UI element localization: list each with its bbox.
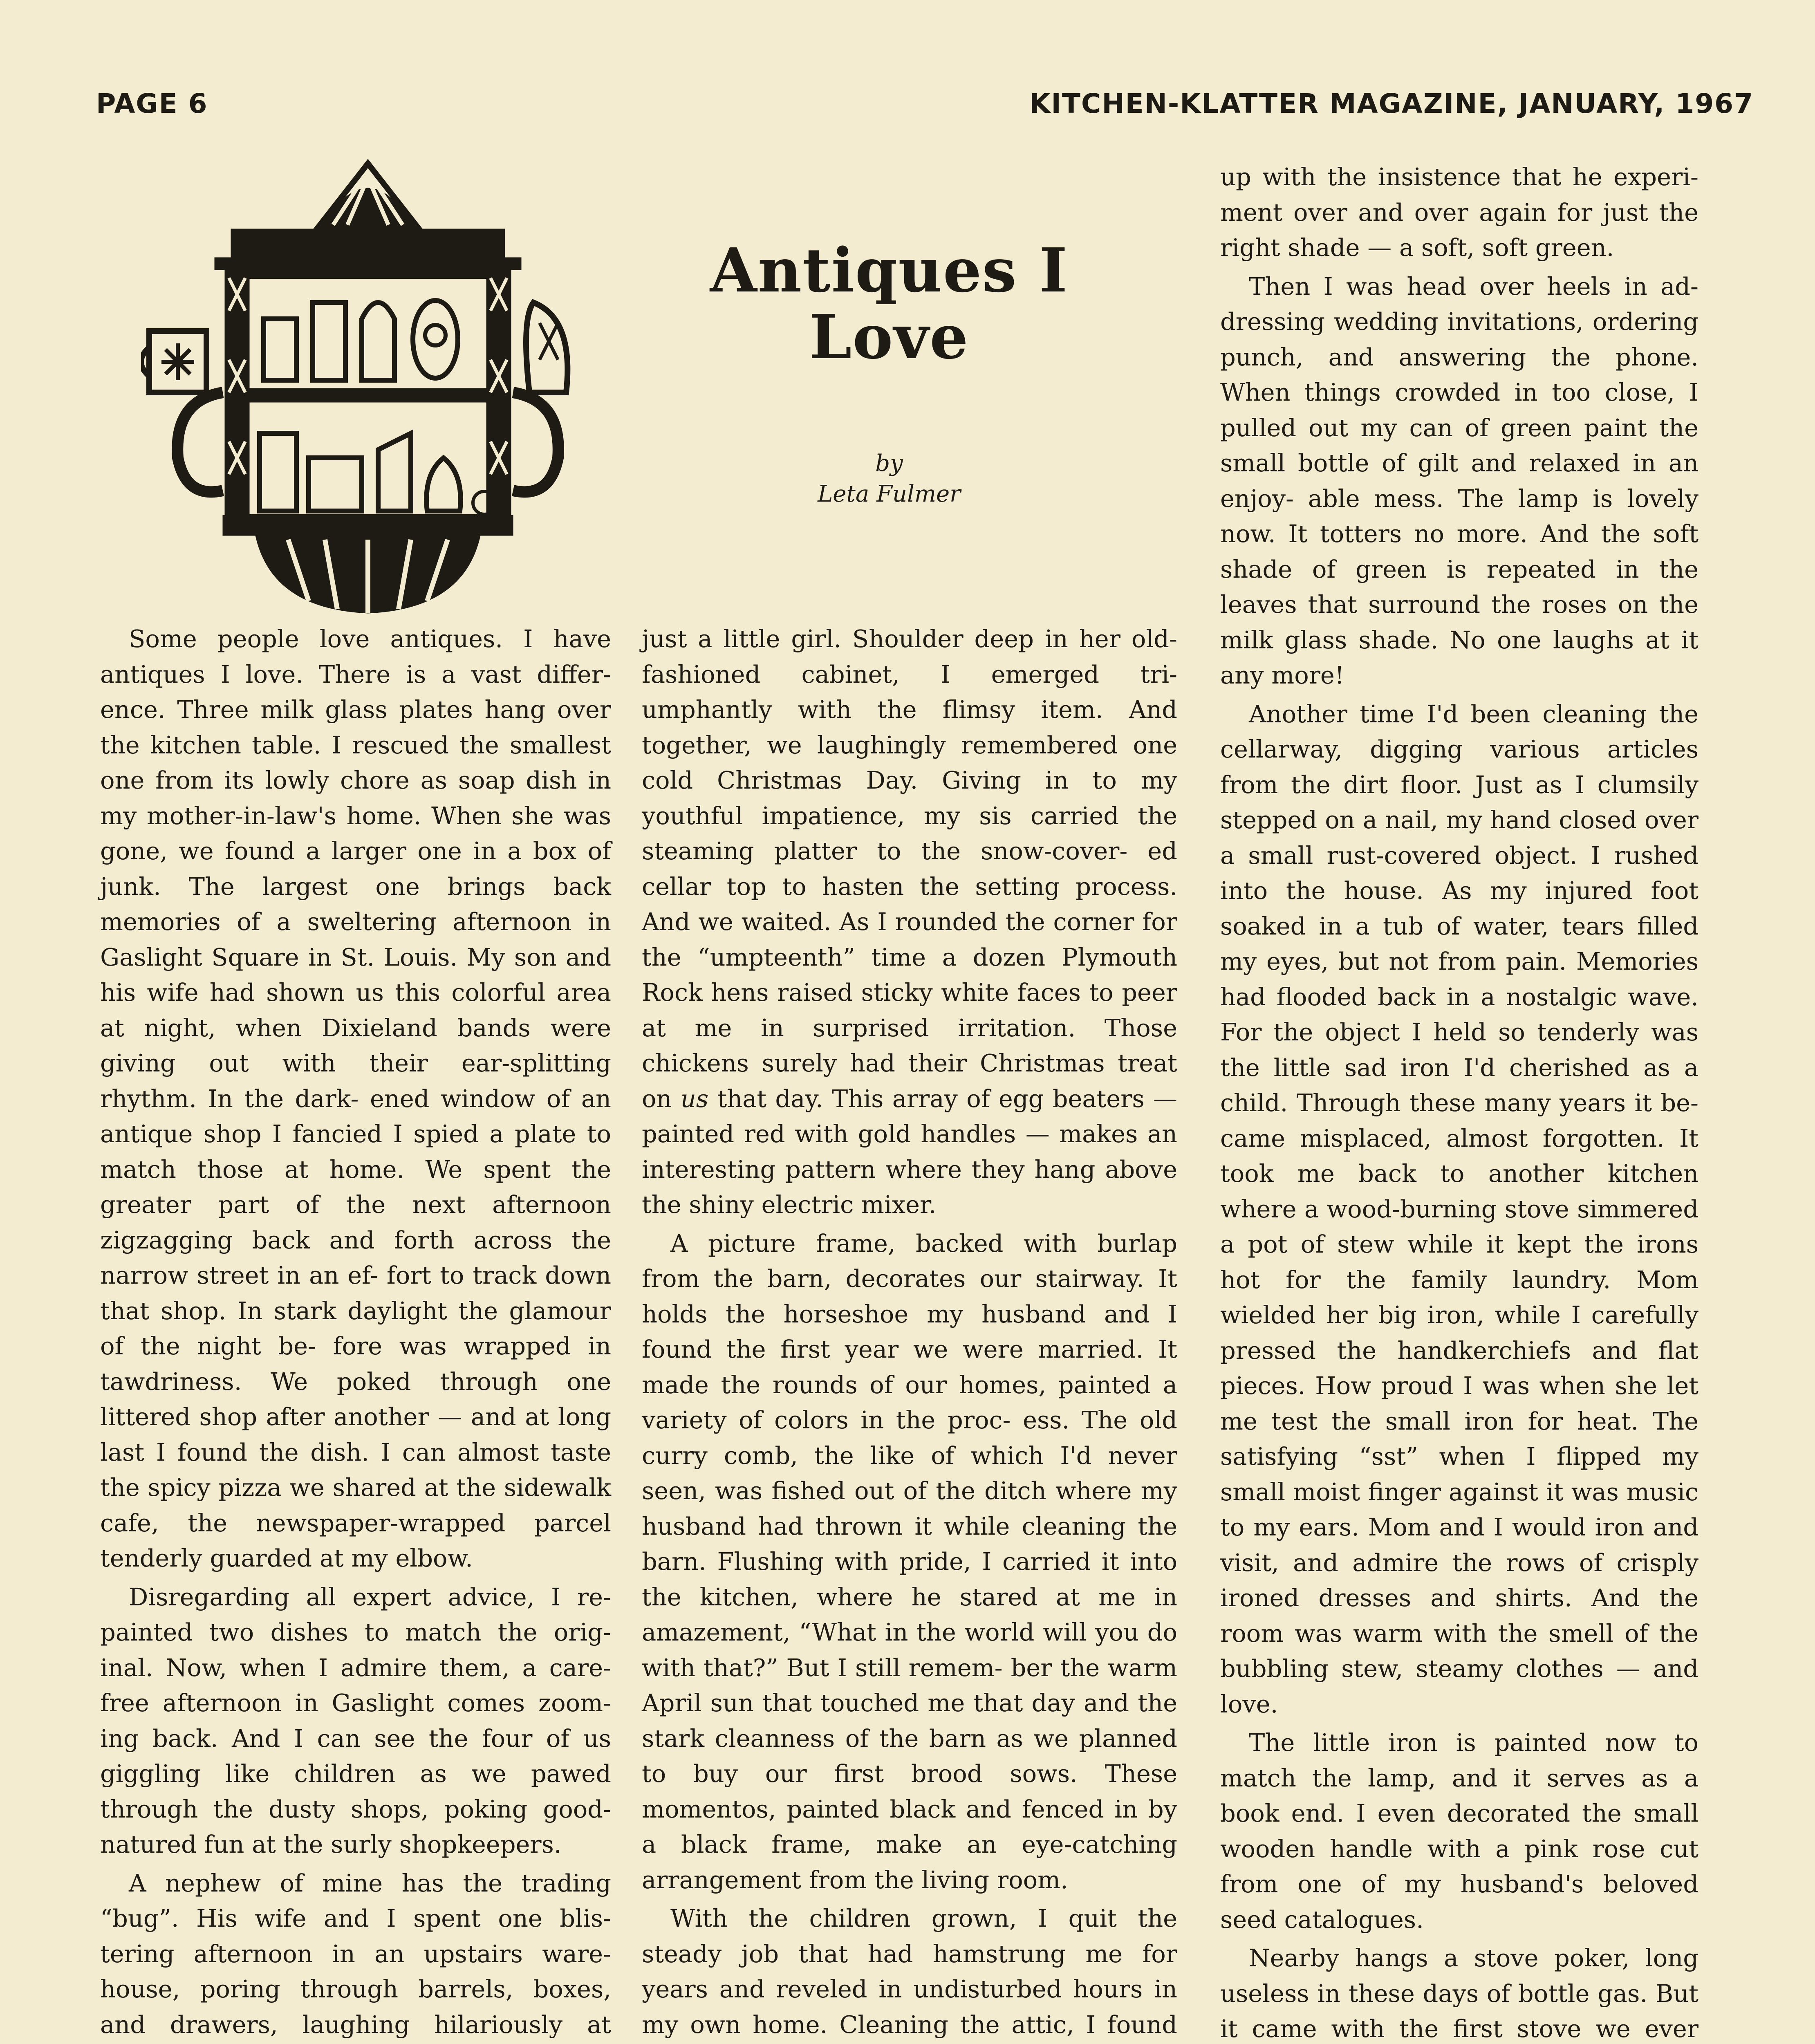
byline-author: Leta Fulmer xyxy=(818,481,961,508)
column-3 xyxy=(1220,159,1698,2044)
masthead: KITCHEN-KLATTER MAGAZINE, JANUARY, 1967 xyxy=(1029,88,1754,119)
paragraph: A nephew of mine has the trading “bug”. His wife and I spent one blis- tering afternoon in an upstairs ware- house, poring through barrels, boxes, and drawers, laughing hilariously at xyxy=(100,1869,611,2039)
paragraph: Another time I'd been cleaning the cellarway, digging various articles from the dirt floor. Just as I clumsily stepped on a nail, my hand closed over a small rust-covered object. I rushed into the house. As my injured foot soaked in a tub of water, tears filled my eyes, but not from pain. Memories had flooded back in a nostalgic wave. For the object I held so tenderly was the little sad iron I'd cherished as a child. Through these many years it be- came misplaced, almost forgotten. It took me back to another kitchen where a wood-burning stove simmered a pot of stew while it kept the irons hot for the family laundry. Mom wielded her big iron, while I carefully pressed the handkerchiefs and flat pieces. How proud I was when she let me test the small iron for heat. The satisfying “sst” when I flipped my small moist finger against it was music to my ears. Mom and I would iron and visit, and admire the rows of crisply ironed dresses and shirts. And the room was warm with the smell of the bubbling stew, steamy clothes — and love. xyxy=(1220,699,1698,1718)
paragraph: up with the insistence that he experi- ment over and over again for just the right shade — a soft, soft green. xyxy=(1220,163,1698,262)
paragraph: Nearby hangs a stove poker, long useless in these days of bottle gas. But it came with the first stove we ever xyxy=(1220,1944,1698,2043)
paragraph: The little iron is painted now to match the lamp, and it serves as a book end. I even decorated the small wooden handle with a pink rose cut from one of my husband's beloved seed catalogues. xyxy=(1220,1728,1698,1934)
column-1 xyxy=(100,621,611,2044)
paragraph: With the children grown, I quit the steady job that had hamstrung me for years and reveled in undisturbed hours in my own home. Cleaning the attic, I found xyxy=(642,1904,1177,2039)
paragraph: Then I was head over heels in ad- dressing wedding invitations, ordering punch, and answering the phone. When things crowded in too close, I pulled out my can of green paint the small bottle of gilt and relaxed in an enjoy- able mess. The lamp is lovely now. It totters no more. And the soft shade of green is repeated in the leaves that surround the roses on the milk glass shade. No one laughs at it any more! xyxy=(1220,272,1698,689)
paragraph: Disregarding all expert advice, I re- painted two dishes to match the orig- inal. Now, when I admire them, a care- free afternoon in Gaslight comes zoom- ing back. And I can see the four of us giggling like children as we pawed through the dusty shops, poking good- natured fun at the surly shopkeepers. xyxy=(100,1582,611,1858)
paragraph: Some people love antiques. I have antiques I love. There is a vast differ- ence. Three milk glass plates hang over the kitchen table. I rescued the smallest one from its lowly chore as soap dish in my mother-in-law's home. When she was gone, we found a larger one in a box of junk. The largest one brings back memories of a sweltering afternoon in Gaslight Square in St. Louis. My son and his wife had shown us this colorful area at night, when Dixieland bands were giving out with their ear-splitting rhythm. In the dark- ened window of an antique shop I fancied I spied a plate to match those at home. We spent the greater part of the next afternoon zigzagging back and forth across the narrow street in an ef- fort to track down that shop. In stark daylight the glamour of the night be- fore was wrapped in tawdriness. We poked through one littered shop after another — and at long last I found the dish. I can almost taste the spicy pizza we shared at the sidewalk cafe, the newspaper-wrapped parcel tenderly guarded at my elbow. xyxy=(100,625,611,1572)
emphasis-text: us xyxy=(680,1084,709,1113)
paragraph-text: that day. This array of egg beaters — painted red with gold handles — makes an interesting pattern where they hang above the shiny electric mixer. xyxy=(642,1084,1177,1219)
article-heading xyxy=(638,237,1141,510)
antique-shelf-illustration xyxy=(141,147,595,621)
paragraph-text: just a little girl. Shoulder deep in her old-fashioned cabinet, I emerged tri- umphantly with the flimsy item. And together, we laughingly remembered one cold Christmas Day. Giving in to my youthful impatience, my sis carried the steaming platter to the snow-cover- ed cellar top to hasten the setting process. And we waited. As I rounded the corner for the “umpteenth” time a dozen Plymouth Rock hens raised sticky white faces to peer at me in surprised irritation. Those chickens surely had their Christmas treat on xyxy=(642,625,1177,1113)
paragraph xyxy=(642,621,1177,1223)
byline-by: by xyxy=(875,450,903,477)
page-number: PAGE 6 xyxy=(96,88,208,119)
article-title: Antiques I Love xyxy=(710,235,1069,372)
paragraph: A picture frame, backed with burlap from the barn, decorates our stairway. It holds the horseshoe my husband and I found the first year we were married. It made the rounds of our homes, painted a variety of colors in the proc- ess. The old curry comb, the like of which I'd never seen, was fished out of the ditch where my husband had thrown it while cleaning the barn. Flushing with pride, I carried it into the kitchen, where he stared at me in amazement, “What in the world will you do with that?” But I still remem- ber the warm April sun that touched me that day and the stark cleanness of the barn as we planned to buy our first brood sows. These momentos, painted black and fenced in by a black frame, make an eye-catching arrangement from the living room. xyxy=(642,1229,1177,1894)
column-2 xyxy=(642,621,1177,2044)
